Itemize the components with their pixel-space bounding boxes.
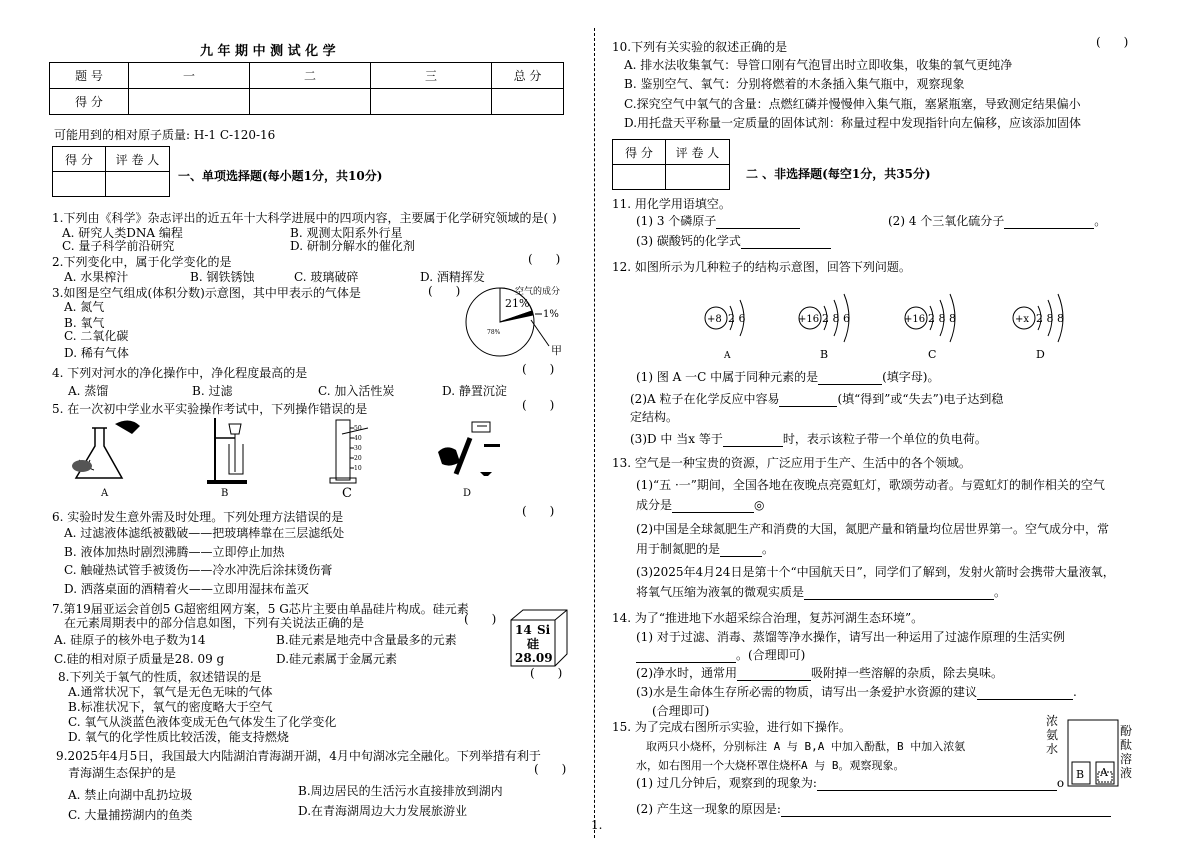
q12-part2 [630, 390, 1003, 407]
q6-option-d: D. 洒落桌面的酒精着火——立即用湿抹布盖灭 [64, 582, 309, 596]
q4-option-b: B. 过滤 [192, 384, 233, 398]
score-header: 一 [129, 63, 250, 89]
grader-table-2 [612, 139, 730, 190]
q11-part3 [636, 232, 831, 249]
q11-part1-label: (1) 3 个磷原子 [636, 214, 717, 228]
atom-a-nucleus: +8 [707, 314, 722, 325]
q10-stem: 10.下列有关实验的叙述正确的是 [612, 40, 788, 54]
q11-answer-2[interactable] [1004, 228, 1094, 229]
q4-stem: 4. 下列对河水的净化操作中，净化程度最高的是 [52, 366, 308, 380]
q5-label-a: A [101, 488, 109, 499]
q12-part1-end: (填字母)。 [882, 370, 940, 384]
atom-a [705, 300, 746, 360]
cyl-mark: 40 [354, 435, 362, 442]
q12-answer-2[interactable] [779, 406, 837, 407]
exam-title: 九 年 期 中 测 试 化 学 [200, 44, 336, 59]
q13-part3-end: 。 [994, 585, 1007, 599]
atom-b-label: B [820, 348, 829, 360]
grader-score-label: 得 分 [613, 140, 666, 165]
q4-option-d: D. 静置沉淀 [442, 384, 507, 398]
q6-stem: 6. 实验时发生意外需及时处理。下列处理方法错误的是 [52, 510, 344, 524]
section2-title: 二 、非选择题(每空1分，共35分) [746, 167, 931, 181]
silicon-element-card [507, 608, 571, 668]
element-symbol: Si [537, 623, 551, 637]
q9-option-c: C. 大量捕捞湖内的鱼类 [68, 808, 193, 822]
q13-part3-line2 [636, 583, 1006, 600]
element-name: 硅 [527, 637, 540, 651]
score-cell[interactable] [250, 89, 371, 115]
q14-part1-end: 。(合理即可) [736, 648, 806, 662]
cyl-mark: 10 [354, 465, 362, 472]
q12-part3-label: (3)D 中 当x 等于 [630, 432, 723, 446]
q15-body-line2: 水，如右图用一个大烧杯罩住烧杯A 与 B。观察现象。 [636, 759, 905, 772]
q15-part1 [636, 774, 1064, 791]
ammonia-label: 浓氨水 [1046, 714, 1059, 756]
atomic-masses: 可能用到的相对原子质量: H-1 C-120-16 [54, 128, 276, 142]
q5-answer-paren[interactable]: ( ) [522, 398, 555, 412]
atom-b [798, 294, 850, 360]
q7-stem-line1: 7.第19届亚运会首创5 G超密组网方案，5 G芯片主要由单晶硅片构成。硅元素 [52, 602, 469, 616]
q10-option-b: B. 鉴别空气、氧气：分别将燃着的木条插入集气瓶中，观察现象 [624, 77, 965, 91]
q2-option-c: C. 玻璃破碎 [294, 270, 359, 284]
score-cell[interactable] [129, 89, 250, 115]
q11-part3-label: (3) 碳酸钙的化学式 [636, 234, 741, 248]
q10-option-a: A. 排水法收集氧气：导管口刚有气泡冒出时立即收集，收集的氧气更纯净 [624, 58, 1013, 72]
atom-d-label: D [1036, 348, 1045, 360]
q14-part1-line1: (1) 对于过滤、消毒、蒸馏等净水操作，请写出一种运用了过滤作原理的生活实例 [636, 630, 1065, 644]
q11-answer-3[interactable] [741, 248, 831, 249]
q7-stem-line2: 在元素周期表中的部分信息如图，下列有关说法正确的是 [64, 616, 365, 630]
q6-option-b: B. 液体加热时剧烈沸腾——立即停止加热 [64, 545, 285, 559]
q14-part1-line2 [636, 646, 805, 663]
atom-a-label: A [724, 351, 731, 360]
q14-answer-1[interactable] [636, 662, 736, 663]
q4-option-a: A. 蒸馏 [68, 384, 109, 398]
q12-answer-1[interactable] [818, 384, 882, 385]
q2-option-a: A. 水果榨汁 [64, 270, 129, 284]
q14-part3-label: (3)水是生命体生存所必需的物质，请写出一条爱护水资源的建议 [636, 685, 978, 699]
q3-option-d: D. 稀有气体 [64, 346, 129, 360]
q9-answer-paren[interactable]: ( ) [534, 762, 567, 776]
pie-label-21: 21% [505, 297, 530, 310]
score-cell[interactable] [371, 89, 492, 115]
q2-answer-paren[interactable]: ( ) [528, 252, 561, 266]
q13-answer-1[interactable] [672, 512, 754, 513]
score-header: 二 [250, 63, 371, 89]
element-mass: 28.09 [515, 651, 553, 665]
q15-body-line1: 取两只小烧杯，分别标注 A 与 B,A 中加入酚酞，B 中加入浓氨 [646, 740, 966, 753]
q6-option-c: C. 触碰热试管手被烫伤——冷水冲洗后涂抹烫伤膏 [64, 563, 333, 577]
q12-stem: 12. 如图所示为几种粒子的结构示意图，回答下列问题。 [612, 260, 911, 274]
grader-name-label: 评 卷 人 [666, 140, 730, 165]
pie-label-78: 78% [487, 329, 501, 336]
q12-part3 [630, 430, 987, 447]
q14-stem: 14. 为了“推进地下水超采综合治理，复苏河湖生态环境”。 [612, 611, 924, 625]
atom-d-shells: 2 8 8 [1036, 312, 1064, 325]
q2-option-b: B. 钢铁锈蚀 [190, 270, 255, 284]
q12-part2-mid: (填“得到”或“失去”)电子达到稳 [837, 392, 1004, 406]
pie-title: 空气的成分 [515, 287, 561, 297]
cyl-mark: 20 [354, 455, 362, 462]
q15-answer-2[interactable] [781, 816, 1111, 817]
q12-answer-3[interactable] [723, 446, 783, 447]
q7-answer-paren[interactable]: ( ) [464, 612, 497, 626]
section1-title: 一、单项选择题(每小题1分，共10分) [178, 169, 383, 183]
q8-stem: 8.下列关于氧气的性质，叙述错误的是 [58, 670, 262, 684]
q11-stem: 11. 用化学用语填空。 [612, 197, 731, 211]
q3-stem: 3.如图是空气组成(体积分数)示意图，其中甲表示的气体是 [52, 286, 361, 300]
q6-answer-paren[interactable]: ( ) [522, 504, 555, 518]
page-number: 1. [591, 818, 603, 832]
apparatus-b-icon [205, 416, 255, 486]
grader-score-label: 得 分 [53, 147, 106, 172]
score-header: 总 分 [492, 63, 564, 89]
q9-option-b: B.周边居民的生活污水直接排放到湖内 [298, 784, 503, 798]
q7-option-c: C.硅的相对原子质量是28. 09 g [54, 652, 225, 666]
score-table [49, 62, 564, 115]
q7-option-b: B.硅元素是地壳中含量最多的元素 [276, 633, 457, 647]
q15-part2-label: (2) 产生这一现象的原因是: [636, 802, 781, 816]
q14-part2-end: 吸附掉一些溶解的杂质，除去臭味。 [811, 666, 1004, 680]
q11-part2-label: (2) 4 个三氧化硫分子 [888, 214, 1005, 228]
q11-part2-end: 。 [1094, 214, 1107, 228]
q10-option-c: C.探究空气中氧气的含量：点燃红磷并慢慢伸入集气瓶，塞紧瓶塞，导致测定结果偏小 [624, 97, 1081, 111]
beaker-b-label: B [1076, 768, 1085, 781]
q9-stem-line1: 9.2025年4月5日，我国最大内陆湖泊青海湖开湖，4月中旬湖冰完全融化。下列举措有利于 [56, 749, 541, 763]
q10-option-d: D.用托盘天平称量一定质量的固体试剂：称量过程中发现指针向左偏移，应该添加固体 [624, 116, 1082, 130]
grader-cell[interactable] [106, 172, 170, 197]
q8-option-d: D. 氧气的化学性质比较活泼，能支持燃烧 [68, 730, 289, 744]
q14-part3 [636, 683, 1077, 700]
grader-cell[interactable] [666, 165, 730, 190]
q15-answer-1[interactable] [817, 790, 1057, 791]
q13-answer-2[interactable] [720, 556, 762, 557]
cyl-mark: 50 [354, 425, 362, 432]
score-cell[interactable] [492, 89, 564, 115]
grader-cell[interactable] [53, 172, 106, 197]
cyl-mark: 30 [354, 445, 362, 452]
q13-stem: 13. 空气是一种宝贵的资源，广泛应用于生产、生活中的各个领域。 [612, 456, 971, 470]
q4-option-c: C. 加入活性炭 [318, 384, 395, 398]
beaker-a-label: A [1100, 766, 1108, 779]
q7-option-d: D.硅元素属于金属元素 [276, 652, 398, 666]
q5-label-c: C [342, 486, 352, 501]
q3-option-b: B. 氧气 [64, 316, 105, 330]
q13-part2-line2 [636, 540, 774, 557]
q13-part3-label: 将氧气压缩为液氧的微观实质是 [636, 585, 805, 599]
q12-part2-cont: 定结构。 [630, 410, 679, 424]
q9-option-d: D.在青海湖周边大力发展旅游业 [298, 804, 468, 818]
q7-option-a: A. 硅原子的核外电子数为14 [54, 633, 206, 647]
q14-answer-3[interactable] [977, 699, 1073, 700]
q1-option-b: B. 观测太阳系外行星 [290, 226, 403, 240]
q8-answer-paren[interactable]: ( ) [530, 666, 563, 680]
q12-part1-label: (1) 图 A 一C 中属于同种元素的是 [636, 370, 819, 384]
atom-c-nucleus: +16 [904, 314, 926, 325]
q1-option-d: D. 研制分解水的催化剂 [290, 239, 415, 253]
q3-option-c: C. 二氧化碳 [64, 329, 129, 343]
q4-answer-paren[interactable]: ( ) [522, 362, 555, 376]
graduated-cylinder-icon [328, 414, 378, 486]
score-header: 题 号 [50, 63, 129, 89]
q3-answer-paren[interactable]: ( ) [428, 284, 461, 298]
q13-part1-label: 成分是 [636, 498, 673, 512]
particle-diagrams [690, 288, 1110, 360]
element-number: 14 [515, 623, 532, 637]
q1-option-a: A. 研究人类DNA 编程 [62, 226, 183, 240]
q11-answer-1[interactable] [716, 228, 800, 229]
q14-part2-label: (2)净水时，通常用 [636, 666, 737, 680]
score-header: 三 [371, 63, 492, 89]
grader-cell[interactable] [613, 165, 666, 190]
grader-table [52, 146, 170, 197]
q13-part2-line1: (2)中国是全球氮肥生产和消费的大国，氮肥产量和销量均位居世界第一。空气成分中，常 [636, 522, 1110, 536]
q11-part2 [888, 212, 1106, 229]
q1-stem: 1.下列由《科学》杂志评出的近五年十大科学进展中的四项内容，主要属于化学研究领域的是( ) [52, 211, 557, 225]
q8-option-c: C. 氧气从淡蓝色液体变成无色气体发生了化学变化 [68, 715, 337, 729]
q15-part1-label: (1) 过几分钟后，观察到的现象为: [636, 776, 817, 790]
q6-option-a: A. 过滤液体滤纸被戳破——把玻璃棒靠在三层滤纸处 [64, 526, 345, 540]
atom-c [904, 294, 956, 360]
atom-b-nucleus: +16 [798, 314, 820, 325]
atom-a-shells: 2 6 [728, 312, 746, 325]
q11-part1 [636, 212, 800, 229]
q14-part3-end: . [1073, 685, 1077, 699]
q9-stem-line2: 青海湖生态保护的是 [68, 766, 177, 780]
pie-label-1: 1% [543, 309, 559, 320]
q13-part1-line2 [636, 496, 765, 513]
q12-part3-end: 时，表示该粒子带一个单位的负电荷。 [782, 432, 987, 446]
q15-part2 [636, 800, 1111, 817]
atom-d-nucleus: +x [1015, 314, 1030, 325]
pie-label-jia: 甲 [551, 344, 562, 357]
q8-option-b: B.标准状况下，氧气的密度略大于空气 [68, 700, 273, 714]
apparatus-d-icon [432, 418, 512, 484]
q10-answer-paren[interactable]: ( ) [1096, 35, 1129, 49]
q1-option-c: C. 量子科学前沿研究 [62, 239, 175, 253]
q13-part3-line1: (3)2025年4月24日是第十个“中国航天日”，同学们了解到，发射火箭时会携带大量液氧， [636, 565, 1115, 579]
q13-part1-end: ◎ [754, 498, 765, 512]
q13-part2-end: 。 [762, 542, 775, 556]
q13-part1-line1: (1)“五 ·一”期间，全国各地在夜晚点亮霓虹灯，歌颂劳动者。与霓虹灯的制作相关的空气 [636, 478, 1105, 492]
q2-option-d: D. 酒精挥发 [420, 270, 485, 284]
q13-answer-3[interactable] [804, 599, 994, 600]
q14-part2 [636, 664, 1003, 681]
phenolphthalein-label: 酚酞溶液 [1120, 724, 1133, 780]
q5-stem: 5. 在一次初中学业水平实验操作考试中，下列操作错误的是 [52, 402, 368, 416]
grader-name-label: 评 卷 人 [106, 147, 170, 172]
q15-part1-end: o [1056, 776, 1065, 790]
apparatus-a-icon [60, 416, 160, 486]
q3-option-a: A. 氮气 [64, 300, 105, 314]
atom-b-shells: 2 8 6 [822, 312, 850, 325]
column-divider [594, 28, 595, 838]
atom-c-shells: 2 8 8 [928, 312, 956, 325]
q9-option-a: A. 禁止向湖中乱扔垃圾 [68, 788, 193, 802]
air-composition-pie [465, 282, 585, 372]
atom-d [1013, 294, 1064, 360]
q14-part3-note: (合理即可) [652, 704, 710, 718]
q14-answer-2[interactable] [737, 680, 811, 681]
q15-stem: 15. 为了完成右图所示实验，进行如下操作。 [612, 720, 851, 734]
atom-c-label: C [928, 348, 937, 360]
q12-part1 [636, 368, 939, 385]
q2-stem: 2.下列变化中，属于化学变化的是 [52, 255, 232, 269]
q5-label-d: D [463, 488, 472, 499]
q8-option-a: A.通常状况下，氧气是无色无味的气体 [68, 685, 273, 699]
q13-part2-label: 用于制氮肥的是 [636, 542, 721, 556]
q5-label-b: B [221, 488, 229, 499]
q12-part2-label: (2)A 粒子在化学反应中容易 [630, 392, 780, 406]
score-row-label: 得 分 [50, 89, 129, 115]
